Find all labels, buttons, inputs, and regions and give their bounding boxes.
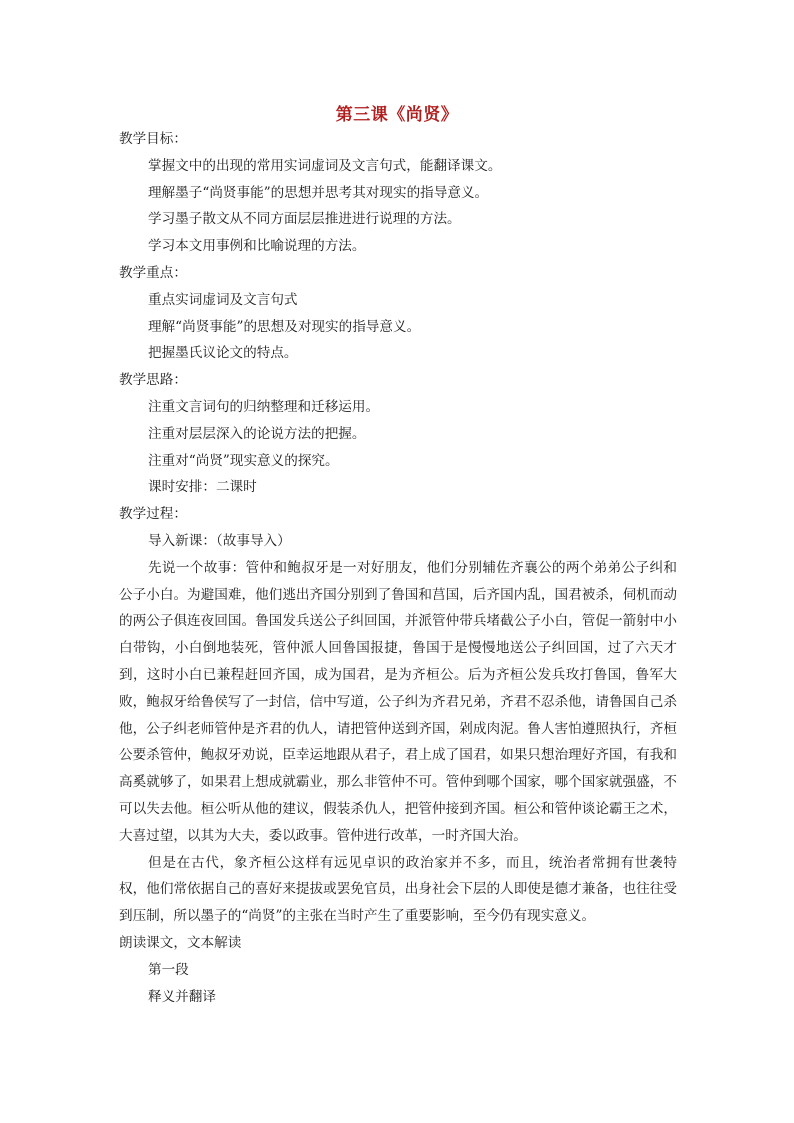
commentary-paragraph: 但是在古代，象齐桓公这样有远见卓识的政治家并不多，而且，统治者常拥有世袭特权，他们常依据自己的喜好来提拔或罢免官员，出身社会下层的人即使是德才兼备，也往往受到压制，所以墨子的“尚贤”的主张在当时产生了重要影响，至今仍有现实意义。 [119,854,677,925]
story-paragraph: 先说一个故事：管仲和鲍叔牙是一对好朋友，他们分别辅佐齐襄公的两个弟弟公子纠和公子小白。为避国难，他们逃出齐国分别到了鲁国和莒国，后齐国内乱，国君被杀，伺机而动的两公子俱连夜回国。鲁国发兵送公子纠回国，并派管仲带兵堵截公子小白，管促一箭射中小白带钩，小白倒地装死，管仲派人回鲁国报捷，鲁国于是慢慢地送公子纠回国，过了六天才到，这时小白已兼程赶回齐国，成为国君，是为齐桓公。后为齐桓公发兵玫打鲁国，鲁军大败，鲍叔牙给鲁侯写了一封信，信中写道，公子纠为齐君兄弟，齐君不忍杀他，请鲁国自己杀他，公子纠老师管仲是齐君的仇人，请把管仲送到齐国，剁成肉泥。鲁人害怕遵照执行，齐桓公要杀管仲，鲍叔牙劝说，臣幸运地跟从君子，君上成了国君，如果只想治理好齐国，有我和高奚就够了，如果君上想成就霸业，那么非管仲不可。管仲到哪个国家，哪个国家就强盛，不可以失去他。桓公听从他的建议，假装杀仇人，把管仲接到齐国。桓公和管仲谈论霸王之术，大喜过望，以其为大夫，委以政事。管仲进行改革，一时齐国大治。 [119,559,677,844]
lesson-title: 第三课《尚贤》 [335,105,459,125]
approach-item: 课时安排：二课时 [148,479,257,496]
paragraph-one-label: 第一段 [148,961,189,978]
goal-item: 掌握文中的出现的常用实词虚词及文言句式，能翻译课文。 [148,157,502,174]
reading-heading: 朗读课文，文本解读 [119,934,242,951]
goal-item: 学习墨子散文从不同方面层层推进进行说理的方法。 [148,211,461,228]
goal-item: 学习本文用事例和比喻说理的方法。 [148,238,366,255]
keypoints-heading: 教学重点： [119,264,187,281]
keypoint-item: 重点实词虚词及文言句式 [148,291,298,308]
document-body [119,126,677,1010]
keypoint-item: 把握墨氏议论文的特点。 [148,345,298,362]
intro-line: 导入新课：（故事导入） [148,532,291,549]
approach-item: 注重对层层深入的论说方法的把握。 [148,425,366,442]
goal-item: 理解墨子“尚贤事能”的思想并思考其对现实的指导意义。 [148,184,489,201]
process-heading: 教学过程： [119,506,187,523]
keypoint-item: 理解“尚贤事能”的思想及对现实的指导意义。 [148,318,421,335]
approach-heading: 教学思路： [119,372,187,389]
approach-item: 注重对“尚贤”现实意义的探究。 [148,452,339,469]
goals-heading: 教学目标： [119,131,187,147]
paragraph-one-task: 释义并翻译 [148,988,216,1005]
approach-item: 注重文言词句的归纳整理和迁移运用。 [148,398,380,415]
